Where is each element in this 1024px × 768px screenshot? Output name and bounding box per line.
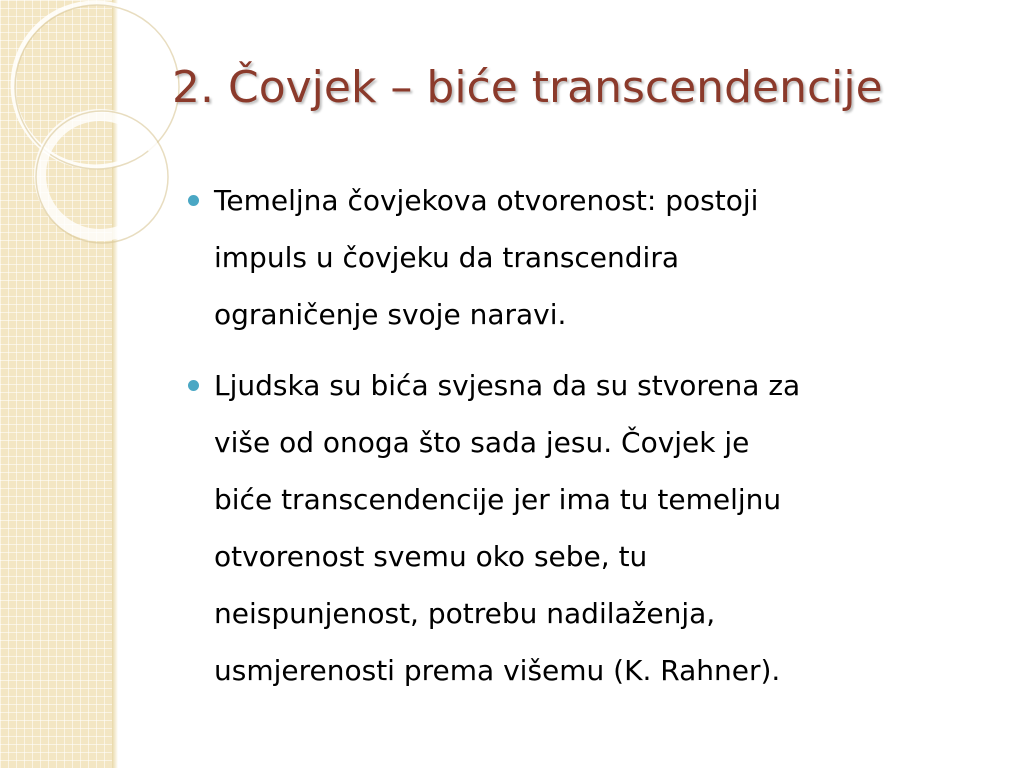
bullet-2-line-6: usmjerenosti prema višemu (K. Rahner). xyxy=(214,654,781,687)
bullet-dot-icon xyxy=(188,380,199,391)
bullet-2-line-1: Ljudska su bića svjesna da su stvorena za xyxy=(214,369,801,402)
bullet-list xyxy=(182,172,982,713)
bullet-2-line-2: više od onoga što sada jesu. Čovjek je xyxy=(214,426,750,459)
bullet-dot-icon xyxy=(188,195,199,206)
bullet-2-line-3: biće transcendencije jer ima tu temeljnu xyxy=(214,483,782,516)
bullet-2-line-5: neispunjenost, potrebu nadilaženja, xyxy=(214,597,716,630)
bullet-1-line-3: ograničenje svoje naravi. xyxy=(214,298,567,331)
slide-title: 2. Čovjek – biće transcendencije xyxy=(172,62,883,113)
small-circle-shadow xyxy=(36,111,168,243)
bullet-1-line-2: impuls u čovjeku da transcendira xyxy=(214,241,679,274)
decorative-circles xyxy=(0,0,200,260)
bullet-item-1 xyxy=(182,172,982,343)
small-decorative-circle xyxy=(40,115,160,235)
bullet-1-line-1: Temeljna čovjekova otvorenost: postoji xyxy=(214,184,759,217)
bullet-item-2 xyxy=(182,357,982,699)
bullet-2-line-4: otvorenost svemu oko sebe, tu xyxy=(214,540,648,573)
